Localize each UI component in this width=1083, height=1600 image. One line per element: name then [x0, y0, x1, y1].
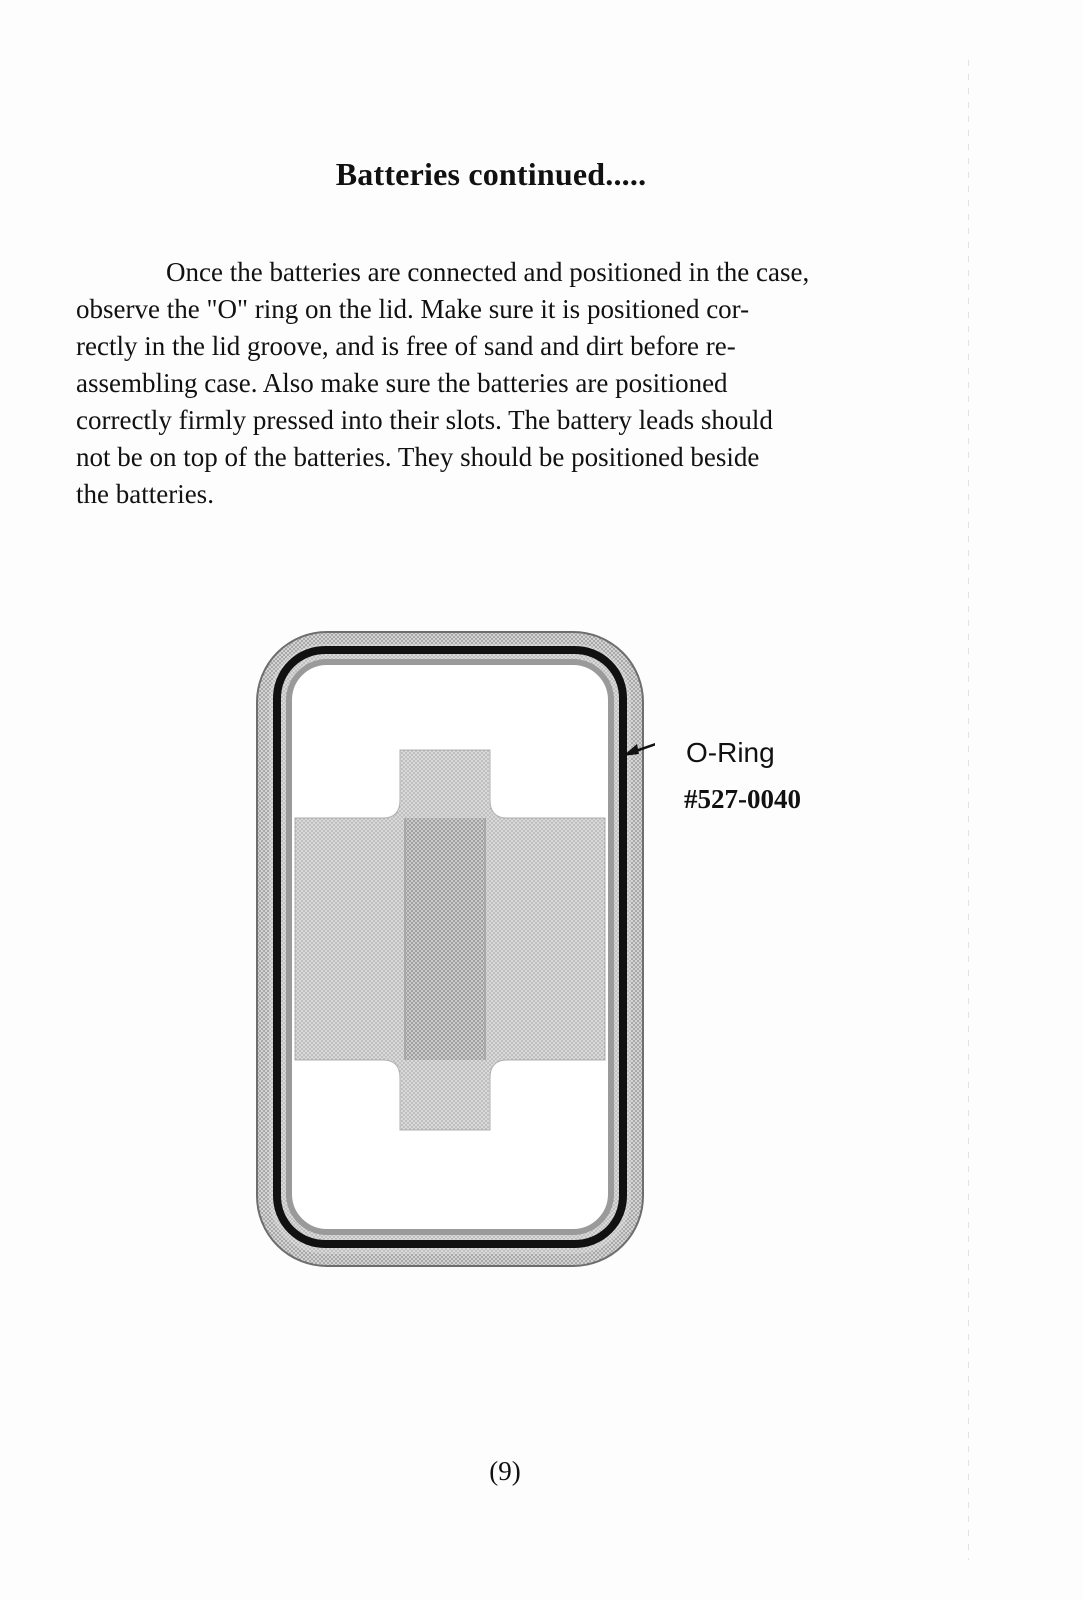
battery-center-strip [405, 818, 485, 1060]
page-title: Batteries continued..... [335, 156, 647, 192]
paragraph-line: assembling case. Also make sure the batteries are positioned [76, 368, 728, 398]
paragraph-line: not be on top of the batteries. They should be positioned beside [76, 442, 760, 472]
o-ring-label: O-Ring [686, 737, 775, 768]
paragraph-line: rectly in the lid groove, and is free of sand and dirt before re- [76, 331, 736, 361]
battery-case-illustration [255, 630, 655, 1290]
paragraph-line: correctly firmly pressed into their slots. The battery leads should [76, 405, 773, 435]
paragraph-line: the batteries. [76, 479, 214, 509]
scan-edge-artifact [968, 60, 969, 1560]
paragraph-line: Once the batteries are connected and positioned in the case, [166, 257, 810, 287]
o-ring-part-number: #527-0040 [684, 784, 801, 814]
page-number: (9) [489, 1456, 521, 1486]
instruction-paragraph [76, 254, 936, 513]
paragraph-line: observe the "O" ring on the lid. Make sure it is positioned cor- [76, 294, 750, 324]
battery-case-diagram [255, 630, 655, 1290]
